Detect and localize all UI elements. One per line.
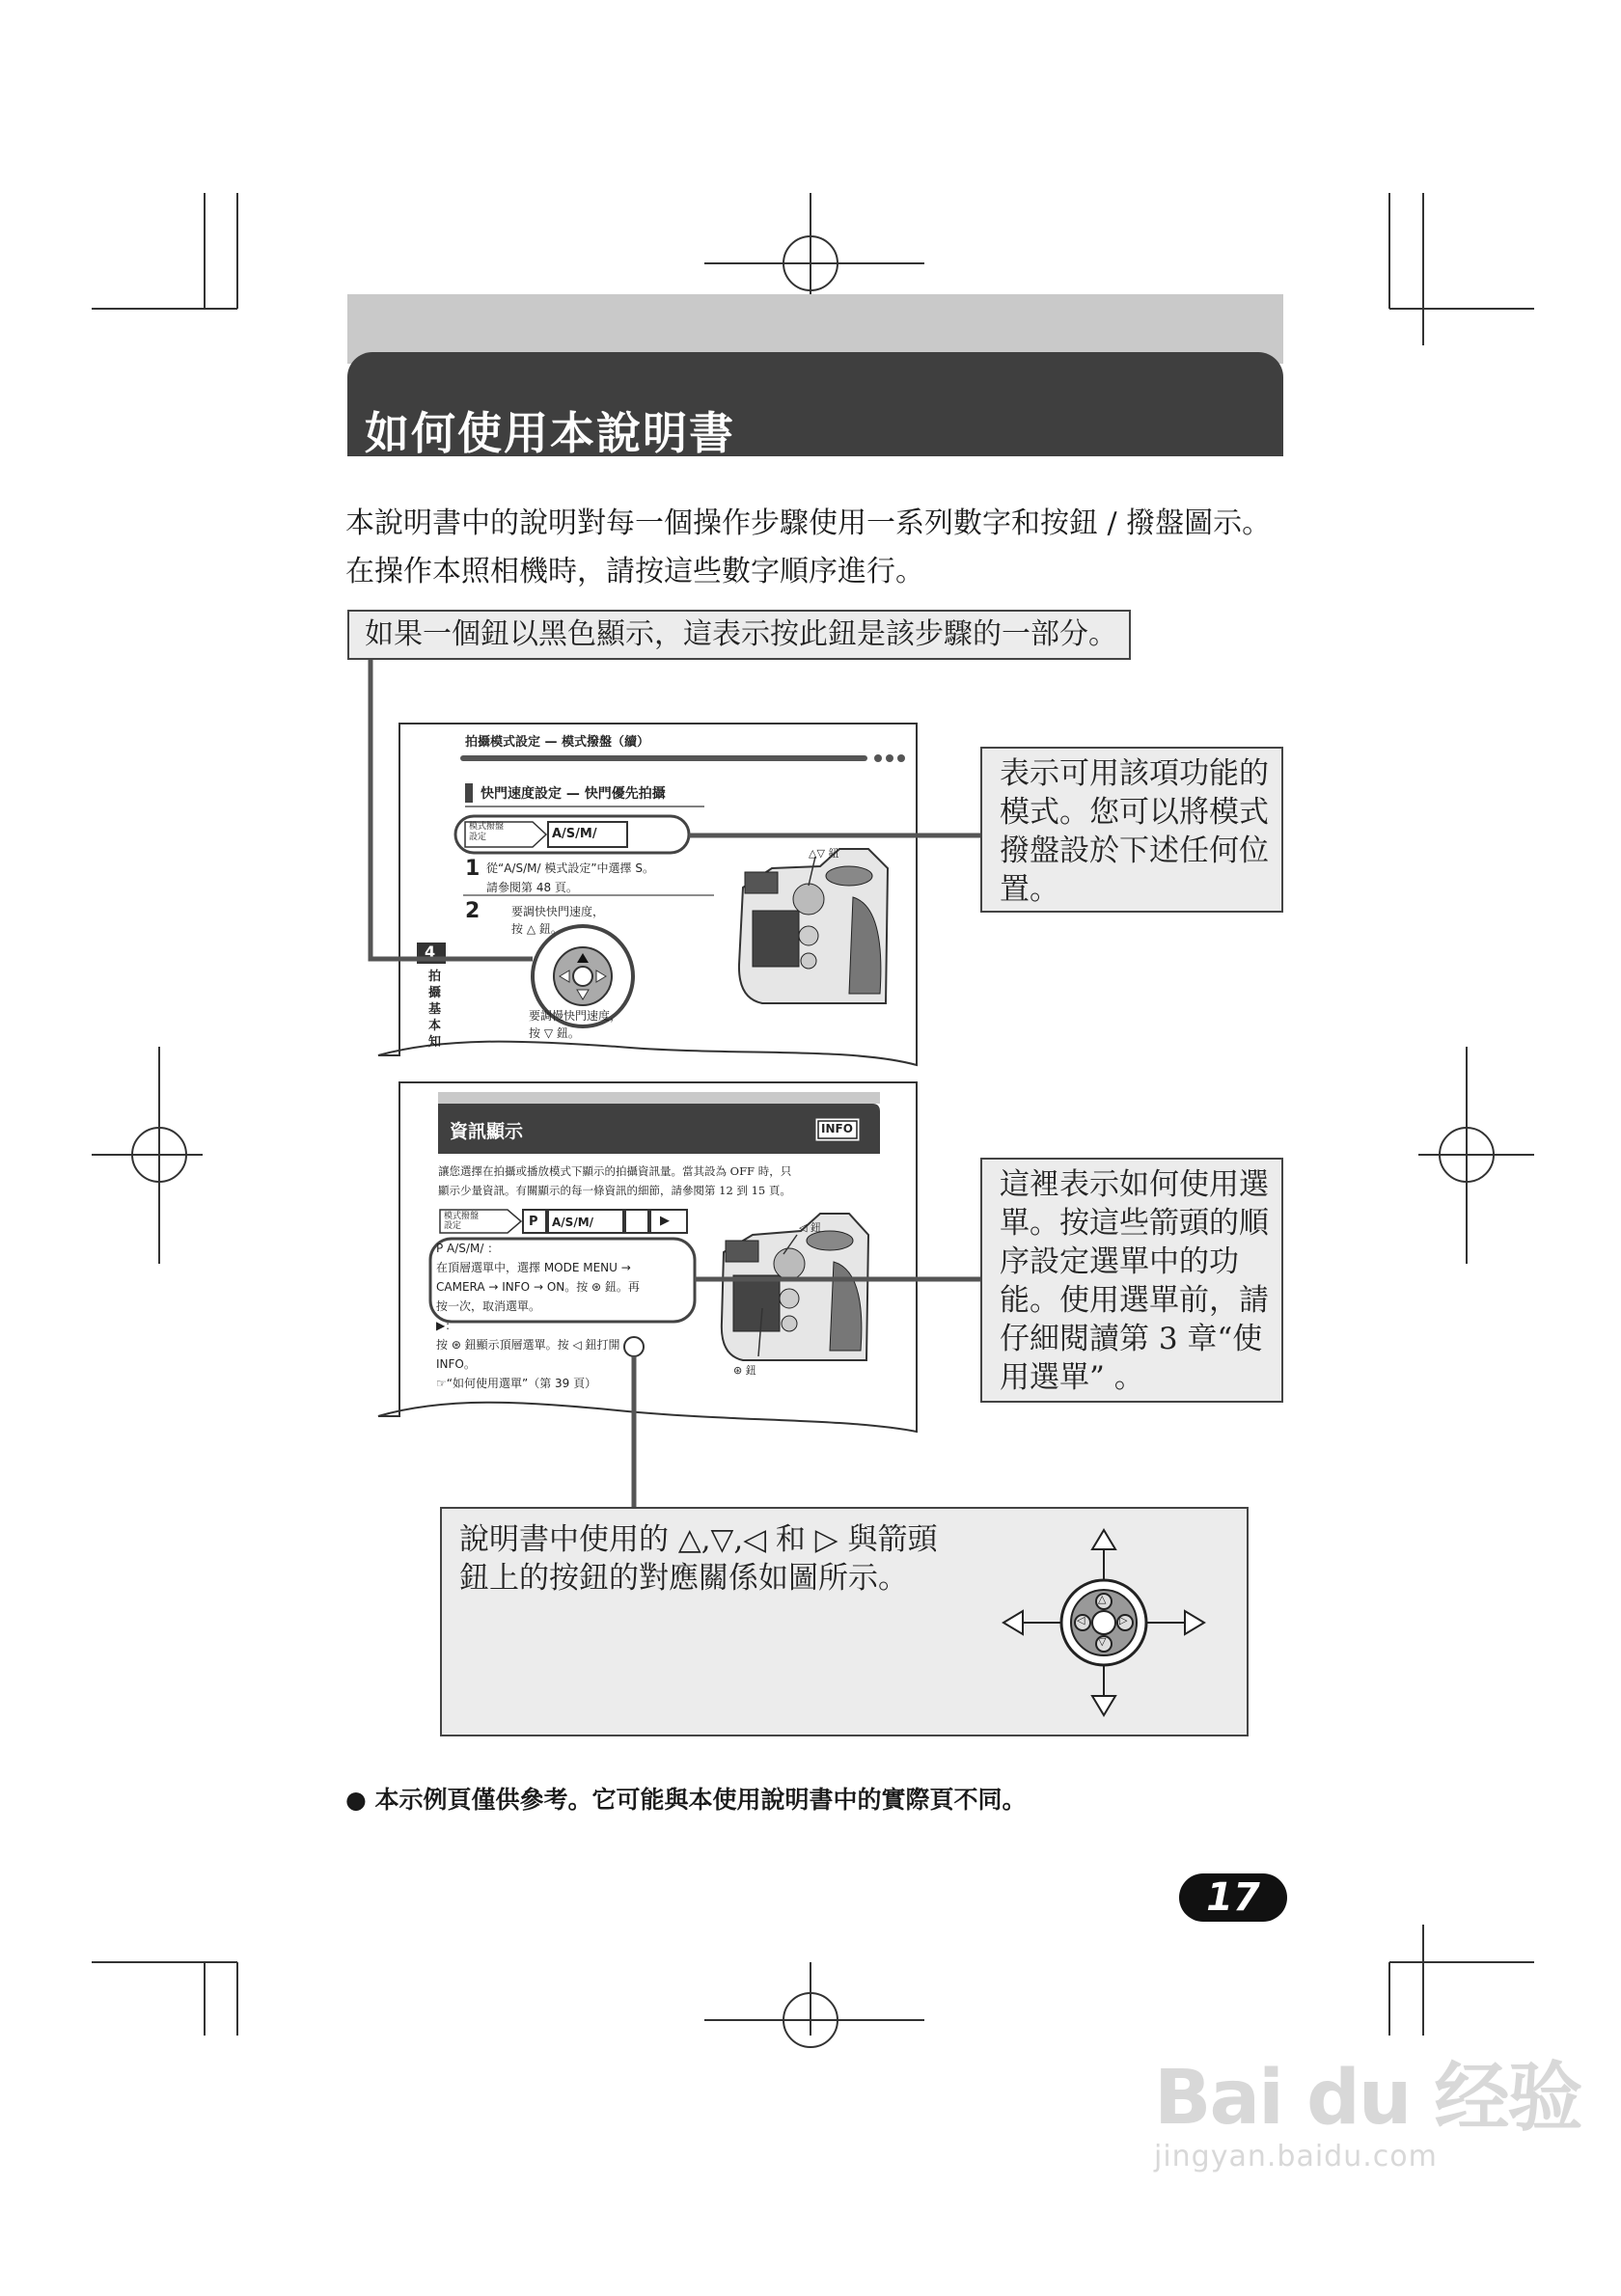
callout-modes-line: 表示可用該項功能的 (1000, 756, 1269, 791)
sample2-info-badge: INFO (821, 1122, 853, 1135)
callout-black-button-text: 如果一個鈕以黑色顯示，這表示按此鈕是該步驟的一部分。 (365, 617, 1117, 651)
sample1-section: 快門速度設定 — 快門優先拍攝 (481, 786, 666, 802)
sample2-label-ok: ⊛ 鈕 (733, 1364, 756, 1377)
dpad-down-icon: ▽ (1098, 1635, 1107, 1648)
sample1-chapter-char: 拍 (428, 970, 442, 984)
sample1-step2-line: 按 △ 鈕。 (511, 922, 563, 936)
footnote (345, 1781, 1027, 1816)
watermark-logo: Bai du 经验 (1154, 2055, 1581, 2142)
intro-line-1: 本說明書中的說明對每一個操作步驟使用一系列數字和按鈕 / 撥盤圖示。 (345, 506, 1272, 540)
sample1-camera-label: △▽ 鈕 (809, 847, 839, 860)
sample2-play-line: 按 ⊛ 鈕顯示頂層選單。按 ◁ 鈕打開 (436, 1338, 620, 1352)
intro-line-2: 在操作本照相機時，請按這些數字順序進行。 (345, 555, 924, 588)
sample1-chapter-char: 本 (428, 1019, 442, 1033)
page-title: 如何使用本說明書 (365, 407, 735, 459)
callout-modes-line: 模式。您可以將模式 (1000, 795, 1269, 830)
sample2-title: 資訊顯示 (450, 1121, 524, 1142)
sample2-menu-line: 按一次，取消選單。 (436, 1299, 541, 1313)
sample2-menu-line: 在頂層選單中，選擇 MODE MENU → (436, 1261, 631, 1274)
sample1-chapter-char: 知 (428, 1035, 442, 1050)
sample1-step2-num: 2 (465, 899, 481, 923)
sample2-label-left: ◁ 鈕 (799, 1221, 821, 1234)
dpad-right-icon: ▷ (1119, 1614, 1128, 1626)
sample2-desc-line: 讓您選擇在拍攝或播放模式下顯示的拍攝資訊量。當其設為 OFF 時，只 (438, 1164, 792, 1178)
sample2-menu-line: CAMERA → INFO → ON。按 ⊛ 鈕。再 (436, 1280, 640, 1294)
sample2-menu-line: P A/S/M/ ： (436, 1242, 500, 1255)
sample2-mode-play: ▶ (660, 1214, 670, 1228)
watermark-url: jingyan.baidu.com (1154, 2140, 1438, 2173)
sample1-step2-line: 要調快快門速度， (511, 905, 605, 918)
sample1-step2-line: 要調慢快門速度， (529, 1009, 622, 1023)
sample2-reference: ☞“如何使用選單”（第 39 頁） (436, 1377, 597, 1390)
sample2-desc-line: 顯示少量資訊。有關顯示的每一條資訊的細節，請參閱第 12 到 15 頁。 (438, 1184, 791, 1197)
callout-menu-line: 序設定選單中的功 (1000, 1244, 1239, 1279)
sample1-mode-value: A/S/M/ (552, 827, 597, 841)
callout-menu-line: 能。使用選單前，請 (1000, 1283, 1269, 1318)
watermark (1154, 2037, 1581, 2173)
sample1-step1-line: 請參閱第 48 頁。 (486, 881, 578, 894)
sample2-play-line: ▶： (436, 1319, 457, 1332)
sample2-mode-label-1: 模式撥盤 (444, 1212, 480, 1221)
sample1-step2-line: 按 ▽ 鈕。 (529, 1026, 580, 1040)
sample1-chapter-char: 攝 (428, 986, 442, 1000)
callout-menu-line: 單。按這些箭頭的順 (1000, 1206, 1269, 1241)
sample1-step1-line: 從“A/S/M/ 模式設定”中選擇 S。 (486, 861, 654, 875)
dpad-diagram (998, 1524, 1210, 1721)
sample2-play-line: INFO。 (436, 1357, 476, 1371)
footnote-text: 本示例頁僅供參考。它可能與本使用說明書中的實際頁不同。 (374, 1786, 1027, 1814)
sample1-header: 拍攝模式設定 — 模式撥盤（續） (465, 735, 650, 750)
callout-modes-line: 撥盤設於下述任何位 (1000, 834, 1269, 868)
sample1-mode-label-1: 模式撥盤 (469, 822, 505, 832)
sample2-mode-p: P (529, 1215, 538, 1229)
sample1-chapter-char: 基 (428, 1002, 442, 1017)
callout-arrows-line: 說明書中使用的 △,▽,◁ 和 ▷ 與箭頭 (459, 1522, 938, 1557)
callout-arrows-line: 鈕上的按鈕的對應關係如圖所示。 (459, 1561, 908, 1596)
sample2-mode-asm: A/S/M/ (552, 1216, 594, 1229)
sample1-chapter-num: 4 (425, 943, 436, 961)
dpad-left-icon: ◁ (1077, 1614, 1085, 1626)
dpad-up-icon: △ (1098, 1593, 1107, 1605)
callout-menu-line: 用選單” 。 (1000, 1360, 1144, 1395)
page-number: 17 (1179, 1873, 1287, 1922)
bullet-icon: ● (345, 1786, 367, 1814)
sample1-mode-label-2: 設定 (469, 833, 487, 842)
callout-menu-line: 仔細閱讀第 3 章“使 (1000, 1322, 1263, 1356)
sample2-mode-label-2: 設定 (444, 1221, 462, 1231)
callout-modes-line: 置。 (1000, 872, 1059, 907)
sample1-step1-num: 1 (465, 857, 481, 881)
callout-menu-line: 這裡表示如何使用選 (1000, 1167, 1269, 1202)
